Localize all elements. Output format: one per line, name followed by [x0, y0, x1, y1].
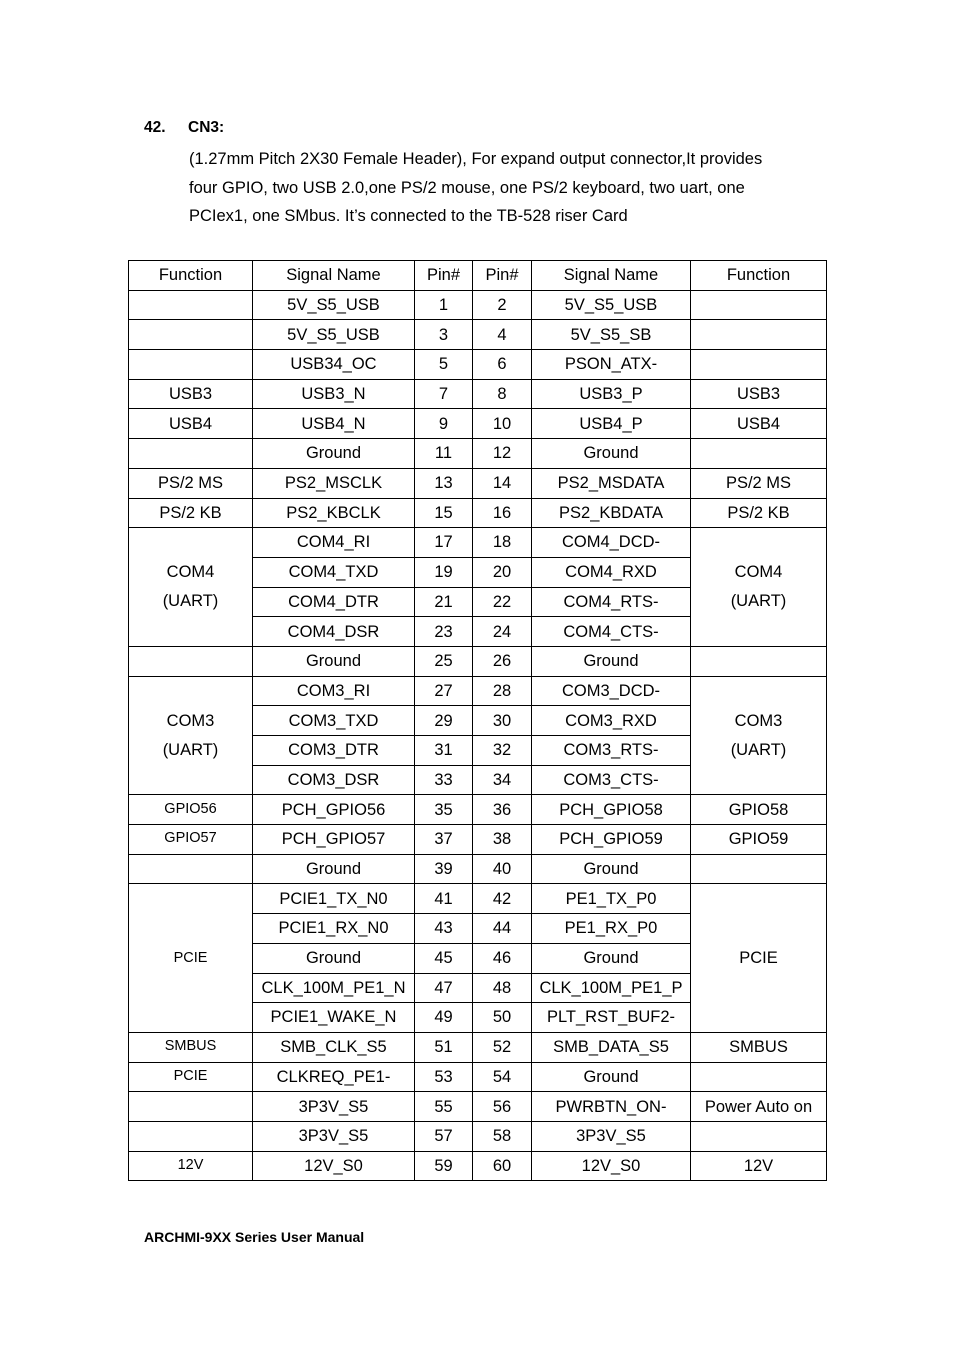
- right-function-cell: USB4: [691, 409, 827, 439]
- table-header-row: [129, 261, 827, 291]
- right-function-cell: [691, 646, 827, 676]
- right-function-cell: [691, 1062, 827, 1092]
- table-row: [129, 468, 827, 498]
- right-pin-cell: 32: [473, 736, 532, 766]
- left-pin-cell: 13: [415, 468, 473, 498]
- left-function-cell: GPIO56: [129, 795, 253, 825]
- right-pin-cell: 20: [473, 557, 532, 587]
- right-pin-cell: 2: [473, 290, 532, 320]
- left-signal-cell: COM4_TXD: [253, 557, 415, 587]
- page-footer: ARCHMI-9XX Series User Manual: [144, 1229, 365, 1245]
- right-pin-cell: 16: [473, 498, 532, 528]
- left-signal-cell: PCH_GPIO56: [253, 795, 415, 825]
- right-pin-cell: 30: [473, 706, 532, 736]
- table-row: [129, 854, 827, 884]
- left-pin-cell: 15: [415, 498, 473, 528]
- left-signal-cell: USB4_N: [253, 409, 415, 439]
- table-row: [129, 379, 827, 409]
- table-row: [129, 1121, 827, 1151]
- right-signal-cell: PS2_MSDATA: [532, 468, 691, 498]
- right-pin-cell: 36: [473, 795, 532, 825]
- right-signal-cell: PCH_GPIO58: [532, 795, 691, 825]
- header-function-left: Function: [129, 261, 253, 291]
- left-function-cell: COM3 (UART): [129, 676, 253, 795]
- left-signal-cell: Ground: [253, 439, 415, 469]
- left-pin-cell: 55: [415, 1092, 473, 1122]
- left-pin-cell: 11: [415, 439, 473, 469]
- right-pin-cell: 40: [473, 854, 532, 884]
- table-row: [129, 1062, 827, 1092]
- left-signal-cell: COM4_RI: [253, 528, 415, 558]
- left-signal-cell: COM3_DTR: [253, 736, 415, 766]
- right-pin-cell: 58: [473, 1121, 532, 1151]
- right-signal-cell: 5V_S5_SB: [532, 320, 691, 350]
- right-signal-cell: CLK_100M_PE1_P: [532, 973, 691, 1003]
- header-pin-left: Pin#: [415, 261, 473, 291]
- table-row: [129, 409, 827, 439]
- section-number: 42.: [144, 119, 166, 136]
- right-signal-cell: Ground: [532, 1062, 691, 1092]
- left-pin-cell: 35: [415, 795, 473, 825]
- left-pin-cell: 53: [415, 1062, 473, 1092]
- table-row: [129, 1032, 827, 1062]
- right-signal-cell: USB3_P: [532, 379, 691, 409]
- left-function-cell: COM4 (UART): [129, 528, 253, 647]
- left-pin-cell: 31: [415, 736, 473, 766]
- right-function-cell: [691, 290, 827, 320]
- right-signal-cell: COM3_RTS-: [532, 736, 691, 766]
- left-signal-cell: USB34_OC: [253, 350, 415, 380]
- left-signal-cell: 5V_S5_USB: [253, 320, 415, 350]
- right-pin-cell: 22: [473, 587, 532, 617]
- table-row: [129, 290, 827, 320]
- left-signal-cell: CLK_100M_PE1_N: [253, 973, 415, 1003]
- right-signal-cell: COM3_DCD-: [532, 676, 691, 706]
- right-signal-cell: PE1_RX_P0: [532, 914, 691, 944]
- left-pin-cell: 1: [415, 290, 473, 320]
- header-signal-left: Signal Name: [253, 261, 415, 291]
- right-signal-cell: Ground: [532, 854, 691, 884]
- left-function-cell: PCIE: [129, 1062, 253, 1092]
- left-signal-cell: PCIE1_RX_N0: [253, 914, 415, 944]
- right-pin-cell: 14: [473, 468, 532, 498]
- right-function-cell: COM3 (UART): [691, 676, 827, 795]
- left-pin-cell: 9: [415, 409, 473, 439]
- left-signal-cell: PCIE1_WAKE_N: [253, 1003, 415, 1033]
- section-title: CN3:: [188, 119, 225, 136]
- right-signal-cell: COM4_RXD: [532, 557, 691, 587]
- left-signal-cell: COM3_RI: [253, 676, 415, 706]
- right-function-cell: [691, 1121, 827, 1151]
- right-pin-cell: 18: [473, 528, 532, 558]
- right-function-cell: SMBUS: [691, 1032, 827, 1062]
- right-function-cell: COM4 (UART): [691, 528, 827, 647]
- right-signal-cell: COM3_CTS-: [532, 765, 691, 795]
- left-signal-cell: COM4_DTR: [253, 587, 415, 617]
- left-pin-cell: 29: [415, 706, 473, 736]
- left-function-cell: USB3: [129, 379, 253, 409]
- left-pin-cell: 25: [415, 646, 473, 676]
- left-function-cell: [129, 350, 253, 380]
- right-function-cell: USB3: [691, 379, 827, 409]
- right-signal-cell: Ground: [532, 943, 691, 973]
- right-function-cell: GPIO58: [691, 795, 827, 825]
- left-signal-cell: COM4_DSR: [253, 617, 415, 647]
- right-signal-cell: Ground: [532, 439, 691, 469]
- right-pin-cell: 44: [473, 914, 532, 944]
- left-signal-cell: 5V_S5_USB: [253, 290, 415, 320]
- left-function-cell: [129, 439, 253, 469]
- right-pin-cell: 26: [473, 646, 532, 676]
- right-pin-cell: 24: [473, 617, 532, 647]
- right-signal-cell: 3P3V_S5: [532, 1121, 691, 1151]
- left-signal-cell: PS2_KBCLK: [253, 498, 415, 528]
- left-function-cell: [129, 1092, 253, 1122]
- right-function-cell: Power Auto on: [691, 1092, 827, 1122]
- description-line: (1.27mm Pitch 2X30 Female Header), For expand output connector,It provides: [189, 150, 763, 168]
- right-pin-cell: 6: [473, 350, 532, 380]
- left-signal-cell: CLKREQ_PE1-: [253, 1062, 415, 1092]
- right-signal-cell: PCH_GPIO59: [532, 825, 691, 855]
- right-signal-cell: PLT_RST_BUF2-: [532, 1003, 691, 1033]
- left-signal-cell: PS2_MSCLK: [253, 468, 415, 498]
- right-function-cell: GPIO59: [691, 825, 827, 855]
- right-pin-cell: 54: [473, 1062, 532, 1092]
- right-function-cell: PCIE: [691, 884, 827, 1032]
- right-pin-cell: 56: [473, 1092, 532, 1122]
- table-row: [129, 1151, 827, 1181]
- left-function-cell: 12V: [129, 1151, 253, 1181]
- left-pin-cell: 37: [415, 825, 473, 855]
- table-row: [129, 350, 827, 380]
- right-signal-cell: 5V_S5_USB: [532, 290, 691, 320]
- right-function-cell: [691, 854, 827, 884]
- right-pin-cell: 28: [473, 676, 532, 706]
- table-row: [129, 795, 827, 825]
- header-signal-right: Signal Name: [532, 261, 691, 291]
- table-row: [129, 646, 827, 676]
- left-pin-cell: 19: [415, 557, 473, 587]
- left-function-cell: GPIO57: [129, 825, 253, 855]
- left-function-cell: [129, 646, 253, 676]
- right-signal-cell: COM4_DCD-: [532, 528, 691, 558]
- right-pin-cell: 42: [473, 884, 532, 914]
- table-row: [129, 498, 827, 528]
- right-signal-cell: 12V_S0: [532, 1151, 691, 1181]
- table-row: [129, 825, 827, 855]
- right-function-cell: [691, 350, 827, 380]
- description-line: PCIex1, one SMbus. It’s connected to the TB-528 riser Card: [189, 207, 628, 226]
- left-pin-cell: 27: [415, 676, 473, 706]
- left-function-cell: [129, 854, 253, 884]
- table-row: [129, 320, 827, 350]
- right-pin-cell: 10: [473, 409, 532, 439]
- right-signal-cell: PSON_ATX-: [532, 350, 691, 380]
- right-pin-cell: 8: [473, 379, 532, 409]
- left-pin-cell: 41: [415, 884, 473, 914]
- left-signal-cell: USB3_N: [253, 379, 415, 409]
- left-signal-cell: 12V_S0: [253, 1151, 415, 1181]
- right-pin-cell: 34: [473, 765, 532, 795]
- left-pin-cell: 33: [415, 765, 473, 795]
- left-signal-cell: Ground: [253, 943, 415, 973]
- header-pin-right: Pin#: [473, 261, 532, 291]
- right-pin-cell: 38: [473, 825, 532, 855]
- table-row: [129, 528, 827, 558]
- pin-assignment-table: [128, 260, 827, 1181]
- left-signal-cell: Ground: [253, 854, 415, 884]
- right-function-cell: PS/2 KB: [691, 498, 827, 528]
- left-function-cell: SMBUS: [129, 1032, 253, 1062]
- section-description: [189, 145, 829, 231]
- left-function-cell: [129, 290, 253, 320]
- right-function-cell: 12V: [691, 1151, 827, 1181]
- table-row: [129, 1092, 827, 1122]
- left-pin-cell: 59: [415, 1151, 473, 1181]
- right-pin-cell: 12: [473, 439, 532, 469]
- table-row: [129, 676, 827, 706]
- right-function-cell: PS/2 MS: [691, 468, 827, 498]
- left-signal-cell: PCH_GPIO57: [253, 825, 415, 855]
- right-function-cell: [691, 320, 827, 350]
- right-signal-cell: Ground: [532, 646, 691, 676]
- left-pin-cell: 39: [415, 854, 473, 884]
- description-line: four GPIO, two USB 2.0,one PS/2 mouse, one PS/2 keyboard, two uart, one: [189, 178, 745, 197]
- right-signal-cell: PWRBTN_ON-: [532, 1092, 691, 1122]
- table-row: [129, 439, 827, 469]
- right-signal-cell: COM3_RXD: [532, 706, 691, 736]
- left-pin-cell: 3: [415, 320, 473, 350]
- left-pin-cell: 51: [415, 1032, 473, 1062]
- left-function-cell: PCIE: [129, 884, 253, 1032]
- left-pin-cell: 57: [415, 1121, 473, 1151]
- right-function-cell: [691, 439, 827, 469]
- left-function-cell: [129, 320, 253, 350]
- right-pin-cell: 52: [473, 1032, 532, 1062]
- right-signal-cell: COM4_CTS-: [532, 617, 691, 647]
- left-pin-cell: 43: [415, 914, 473, 944]
- right-pin-cell: 50: [473, 1003, 532, 1033]
- left-signal-cell: 3P3V_S5: [253, 1092, 415, 1122]
- left-pin-cell: 47: [415, 973, 473, 1003]
- left-pin-cell: 23: [415, 617, 473, 647]
- left-function-cell: PS/2 MS: [129, 468, 253, 498]
- right-pin-cell: 60: [473, 1151, 532, 1181]
- left-function-cell: USB4: [129, 409, 253, 439]
- right-signal-cell: PE1_TX_P0: [532, 884, 691, 914]
- pin-table-body: [129, 261, 827, 1181]
- right-signal-cell: USB4_P: [532, 409, 691, 439]
- left-pin-cell: 21: [415, 587, 473, 617]
- left-signal-cell: PCIE1_TX_N0: [253, 884, 415, 914]
- section-heading: [144, 119, 224, 137]
- left-signal-cell: SMB_CLK_S5: [253, 1032, 415, 1062]
- left-pin-cell: 49: [415, 1003, 473, 1033]
- left-function-cell: PS/2 KB: [129, 498, 253, 528]
- left-signal-cell: 3P3V_S5: [253, 1121, 415, 1151]
- left-function-cell: [129, 1121, 253, 1151]
- right-signal-cell: COM4_RTS-: [532, 587, 691, 617]
- left-pin-cell: 17: [415, 528, 473, 558]
- table-row: [129, 884, 827, 914]
- left-pin-cell: 45: [415, 943, 473, 973]
- left-signal-cell: COM3_TXD: [253, 706, 415, 736]
- right-pin-cell: 4: [473, 320, 532, 350]
- left-signal-cell: COM3_DSR: [253, 765, 415, 795]
- right-pin-cell: 46: [473, 943, 532, 973]
- left-signal-cell: Ground: [253, 646, 415, 676]
- header-function-right: Function: [691, 261, 827, 291]
- right-pin-cell: 48: [473, 973, 532, 1003]
- right-signal-cell: SMB_DATA_S5: [532, 1032, 691, 1062]
- right-signal-cell: PS2_KBDATA: [532, 498, 691, 528]
- left-pin-cell: 5: [415, 350, 473, 380]
- left-pin-cell: 7: [415, 379, 473, 409]
